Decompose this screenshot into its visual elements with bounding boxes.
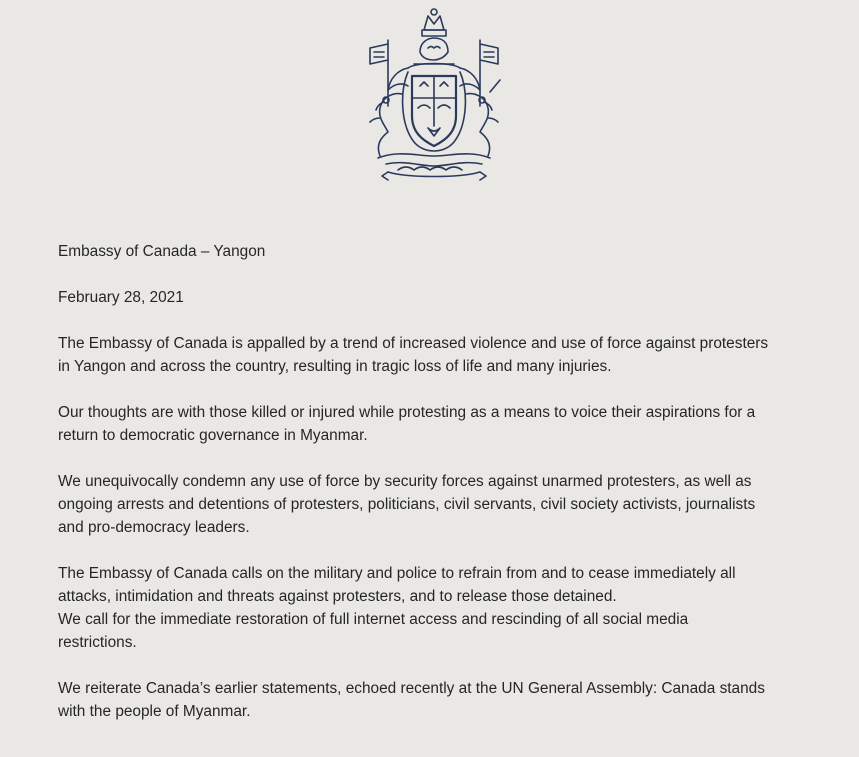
sender-line: Embassy of Canada – Yangon <box>58 243 266 260</box>
paragraph-2 <box>58 401 828 447</box>
paragraph-5 <box>58 677 828 723</box>
coat-of-arms-icon <box>358 6 510 182</box>
letter-date: February 28, 2021 <box>58 289 184 306</box>
paragraph-line: We reiterate Canada’s earlier statements, echoed recently at the UN General Assembly: Canada stands <box>58 680 765 697</box>
paragraph-line: attacks, intimidation and threats against protesters, and to release those detained. <box>58 588 617 605</box>
paragraph-line: with the people of Myanmar. <box>58 703 251 720</box>
paragraph-line: We call for the immediate restoration of full internet access and rescinding of all social media <box>58 611 689 628</box>
letter-body <box>58 240 828 723</box>
paragraph-4 <box>58 562 828 654</box>
paragraph-line: and pro-democracy leaders. <box>58 519 250 536</box>
paragraph-line: ongoing arrests and detentions of protesters, politicians, civil servants, civil society activists, journalists <box>58 496 756 513</box>
paragraph-line: The Embassy of Canada is appalled by a trend of increased violence and use of force against protesters <box>58 335 769 352</box>
paragraph-line: in Yangon and across the country, resulting in tragic loss of life and many injuries. <box>58 358 612 375</box>
paragraph-3 <box>58 470 828 539</box>
paragraph-line: Our thoughts are with those killed or injured while protesting as a means to voice their aspirations for a <box>58 404 756 421</box>
paragraph-line: return to democratic governance in Myanmar. <box>58 427 368 444</box>
paragraph-line: restrictions. <box>58 634 137 651</box>
paragraph-line: We unequivocally condemn any use of force by security forces against unarmed protesters, as well as <box>58 473 752 490</box>
paragraph-1 <box>58 332 828 378</box>
paragraph-line: The Embassy of Canada calls on the military and police to refrain from and to cease immediately all <box>58 565 736 582</box>
